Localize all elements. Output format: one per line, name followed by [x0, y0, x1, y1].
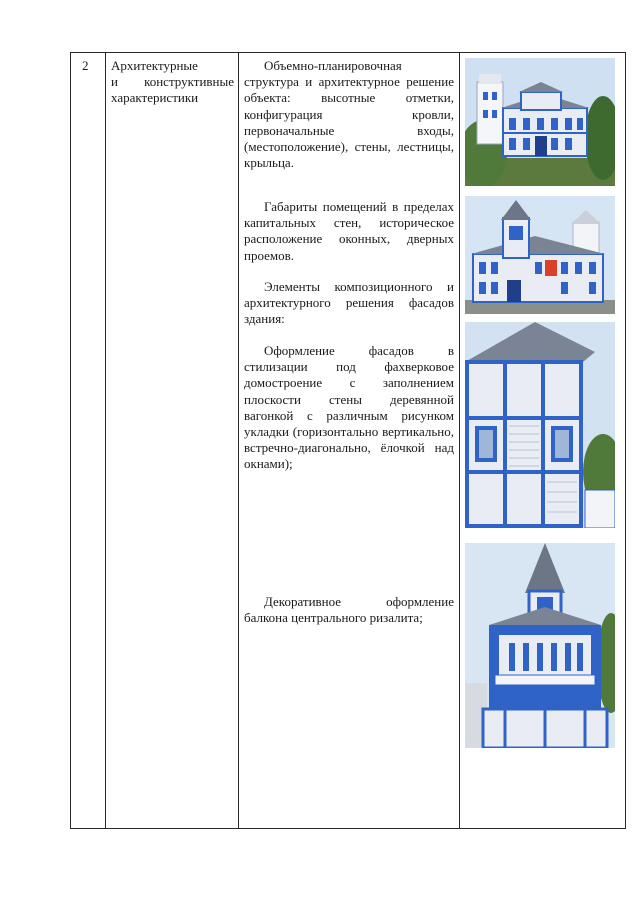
characteristic-line-2b: конструктивные: [144, 74, 234, 89]
characteristic-line-3: характеристики: [111, 90, 199, 105]
photo-balcony-risalit: [465, 543, 615, 748]
column-divider-2: [238, 52, 239, 829]
item-balcony-decoration: [244, 594, 454, 626]
item-text: Оформление фасадов в стилизации под фахверковое домостроение с заполнением плоскости стены деревянной вагонкой с различным рисунком укладки (горизонтально вертикально, встречно-диагонально, ёлочкой над окнами);: [244, 343, 454, 472]
photo-building-overview: [465, 58, 615, 186]
row-number: 2: [82, 58, 89, 73]
item-text: Объемно-планировочная структура и архитектурное решение объекта: высотные отметки, конфигурация кровли, первоначальные входы, (местоположение), стены, лестницы, крыльца.: [244, 58, 454, 171]
characteristic-line-2: [111, 74, 234, 90]
characteristic-cell: [111, 58, 234, 106]
photo-facade-fragment: [465, 322, 615, 528]
item-text: Декоративное оформление балкона центрального ризалита;: [244, 594, 454, 626]
table-right-border: [625, 52, 626, 829]
item-volume-planning: [244, 58, 454, 171]
item-facade-elements: [244, 279, 454, 328]
characteristic-line-2a: и: [111, 74, 118, 89]
table-top-border: [70, 52, 626, 53]
column-divider-3: [459, 52, 460, 829]
characteristic-line-1: Архитектурные: [111, 58, 198, 73]
item-text: Элементы композиционного и архитектурного решения фасадов здания:: [244, 279, 454, 327]
item-text: Габариты помещений в пределах капитальных стен, историческое расположение оконных, дверных проемов.: [244, 199, 454, 263]
item-facade-decoration: [244, 343, 454, 473]
item-room-dimensions: [244, 199, 454, 264]
table-left-border: [70, 52, 71, 829]
column-divider-1: [105, 52, 106, 829]
photo-facade-front: [465, 196, 615, 314]
table-bottom-border: [70, 828, 626, 829]
